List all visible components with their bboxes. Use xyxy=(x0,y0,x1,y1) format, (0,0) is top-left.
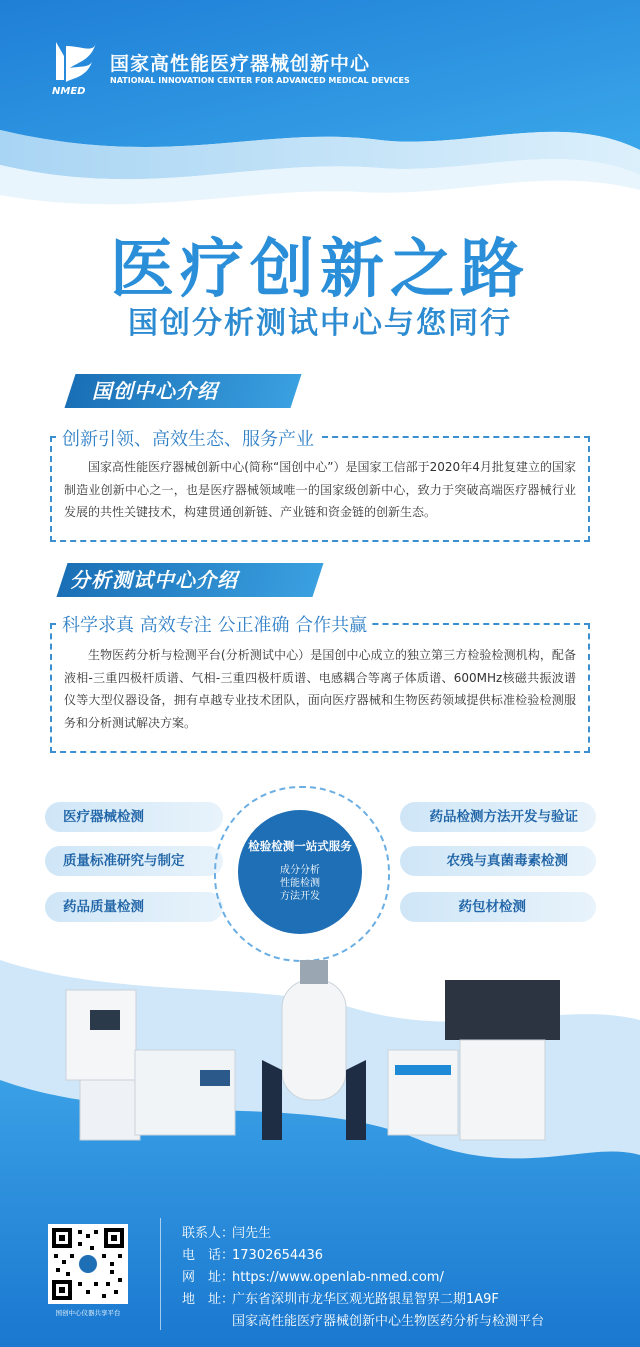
website-label: 网 址： xyxy=(182,1270,235,1285)
address-value-line2: 国家高性能医疗器械创新中心生物医药分析与检测平台 xyxy=(232,1314,545,1329)
section1-label: 国创中心介绍 xyxy=(92,379,218,403)
service-pill-right-1 xyxy=(400,802,596,832)
service-pill-left-2: 质量标准研究与制定 xyxy=(45,846,223,876)
section2-text: 生物医药分析与检测平台(分析测试中心）是国创中心成立的独立第三方检验检测机构，配备液相-三重四极杆质谱、气相-三重四极杆质谱、电感耦合等离子体质谱、600MHz核磁共振波谱仪等大型仪器设备，拥有卓越专业技术团队，面向医疗器械和生物医药领域提供标准检验检测服务和分析测试解决方案。 xyxy=(64,648,576,730)
website-value: https://www.openlab-nmed.com/ xyxy=(232,1270,444,1285)
website-row xyxy=(182,1266,444,1285)
service-center-circle xyxy=(238,810,362,934)
footer-divider xyxy=(160,1218,161,1330)
phone-label: 电 话： xyxy=(182,1248,235,1263)
service-pill-left-1: 医疗器械检测 xyxy=(45,802,223,832)
section1-text: 国家高性能医疗器械创新中心(简称“国创中心”）是国家工信部于2020年4月批复建立的国家制造业创新中心之一，也是医疗器械领域唯一的国家级创新中心，致力于突破高端医疗器械行业发展的共性关键技术，构建贯通创新链、产业链和资金链的创新生态。 xyxy=(64,460,576,519)
sub-title: 国创分析测试中心与您同行 xyxy=(128,306,512,341)
main-title: 医疗创新之路 xyxy=(110,233,530,307)
center-item-3: 方法开发 xyxy=(280,891,320,902)
organization-name-cn: 国家高性能医疗器械创新中心 xyxy=(110,53,371,75)
service-pill-right-3-label: 药包材检测 xyxy=(458,899,526,915)
service-pill-right-2 xyxy=(400,846,596,876)
qr-code-icon xyxy=(48,1224,128,1304)
instrument-right xyxy=(388,980,560,1140)
address-row xyxy=(182,1288,499,1307)
section2-heading: 科学求真 高效专注 公正准确 合作共赢 xyxy=(58,611,371,637)
center-items xyxy=(238,864,362,903)
center-item-2: 性能检测 xyxy=(280,878,320,889)
service-pill-right-3 xyxy=(400,892,596,922)
service-pill-right-2-label: 农残与真菌毒素检测 xyxy=(446,853,568,869)
address-value: 广东省深圳市龙华区观光路银星智界二期1A9F xyxy=(232,1292,499,1307)
phone-row xyxy=(182,1244,323,1263)
center-item-1: 成分分析 xyxy=(280,865,320,876)
contact-value: 闫先生 xyxy=(232,1226,272,1241)
header-wave-background xyxy=(0,0,640,240)
section2-label: 分析测试中心介绍 xyxy=(70,568,238,592)
qr-caption: 国创中心仪器共享平台 xyxy=(55,1309,121,1317)
contact-label: 联系人： xyxy=(182,1226,235,1241)
phone-value: 17302654436 xyxy=(232,1248,323,1263)
service-pill-right-1-label: 药品检测方法开发与验证 xyxy=(429,809,578,825)
logo-text: NMED xyxy=(52,86,86,97)
center-title: 检验检测一站式服务 xyxy=(248,839,352,853)
service-pill-left-3: 药品质量检测 xyxy=(45,892,223,922)
section1-heading: 创新引领、高效生态、服务产业 xyxy=(58,425,318,451)
organization-name-en: NATIONAL INNOVATION CENTER FOR ADVANCED MEDICAL DEVICES xyxy=(110,76,410,85)
contact-row xyxy=(182,1222,271,1241)
address-label: 地 址： xyxy=(182,1292,235,1307)
